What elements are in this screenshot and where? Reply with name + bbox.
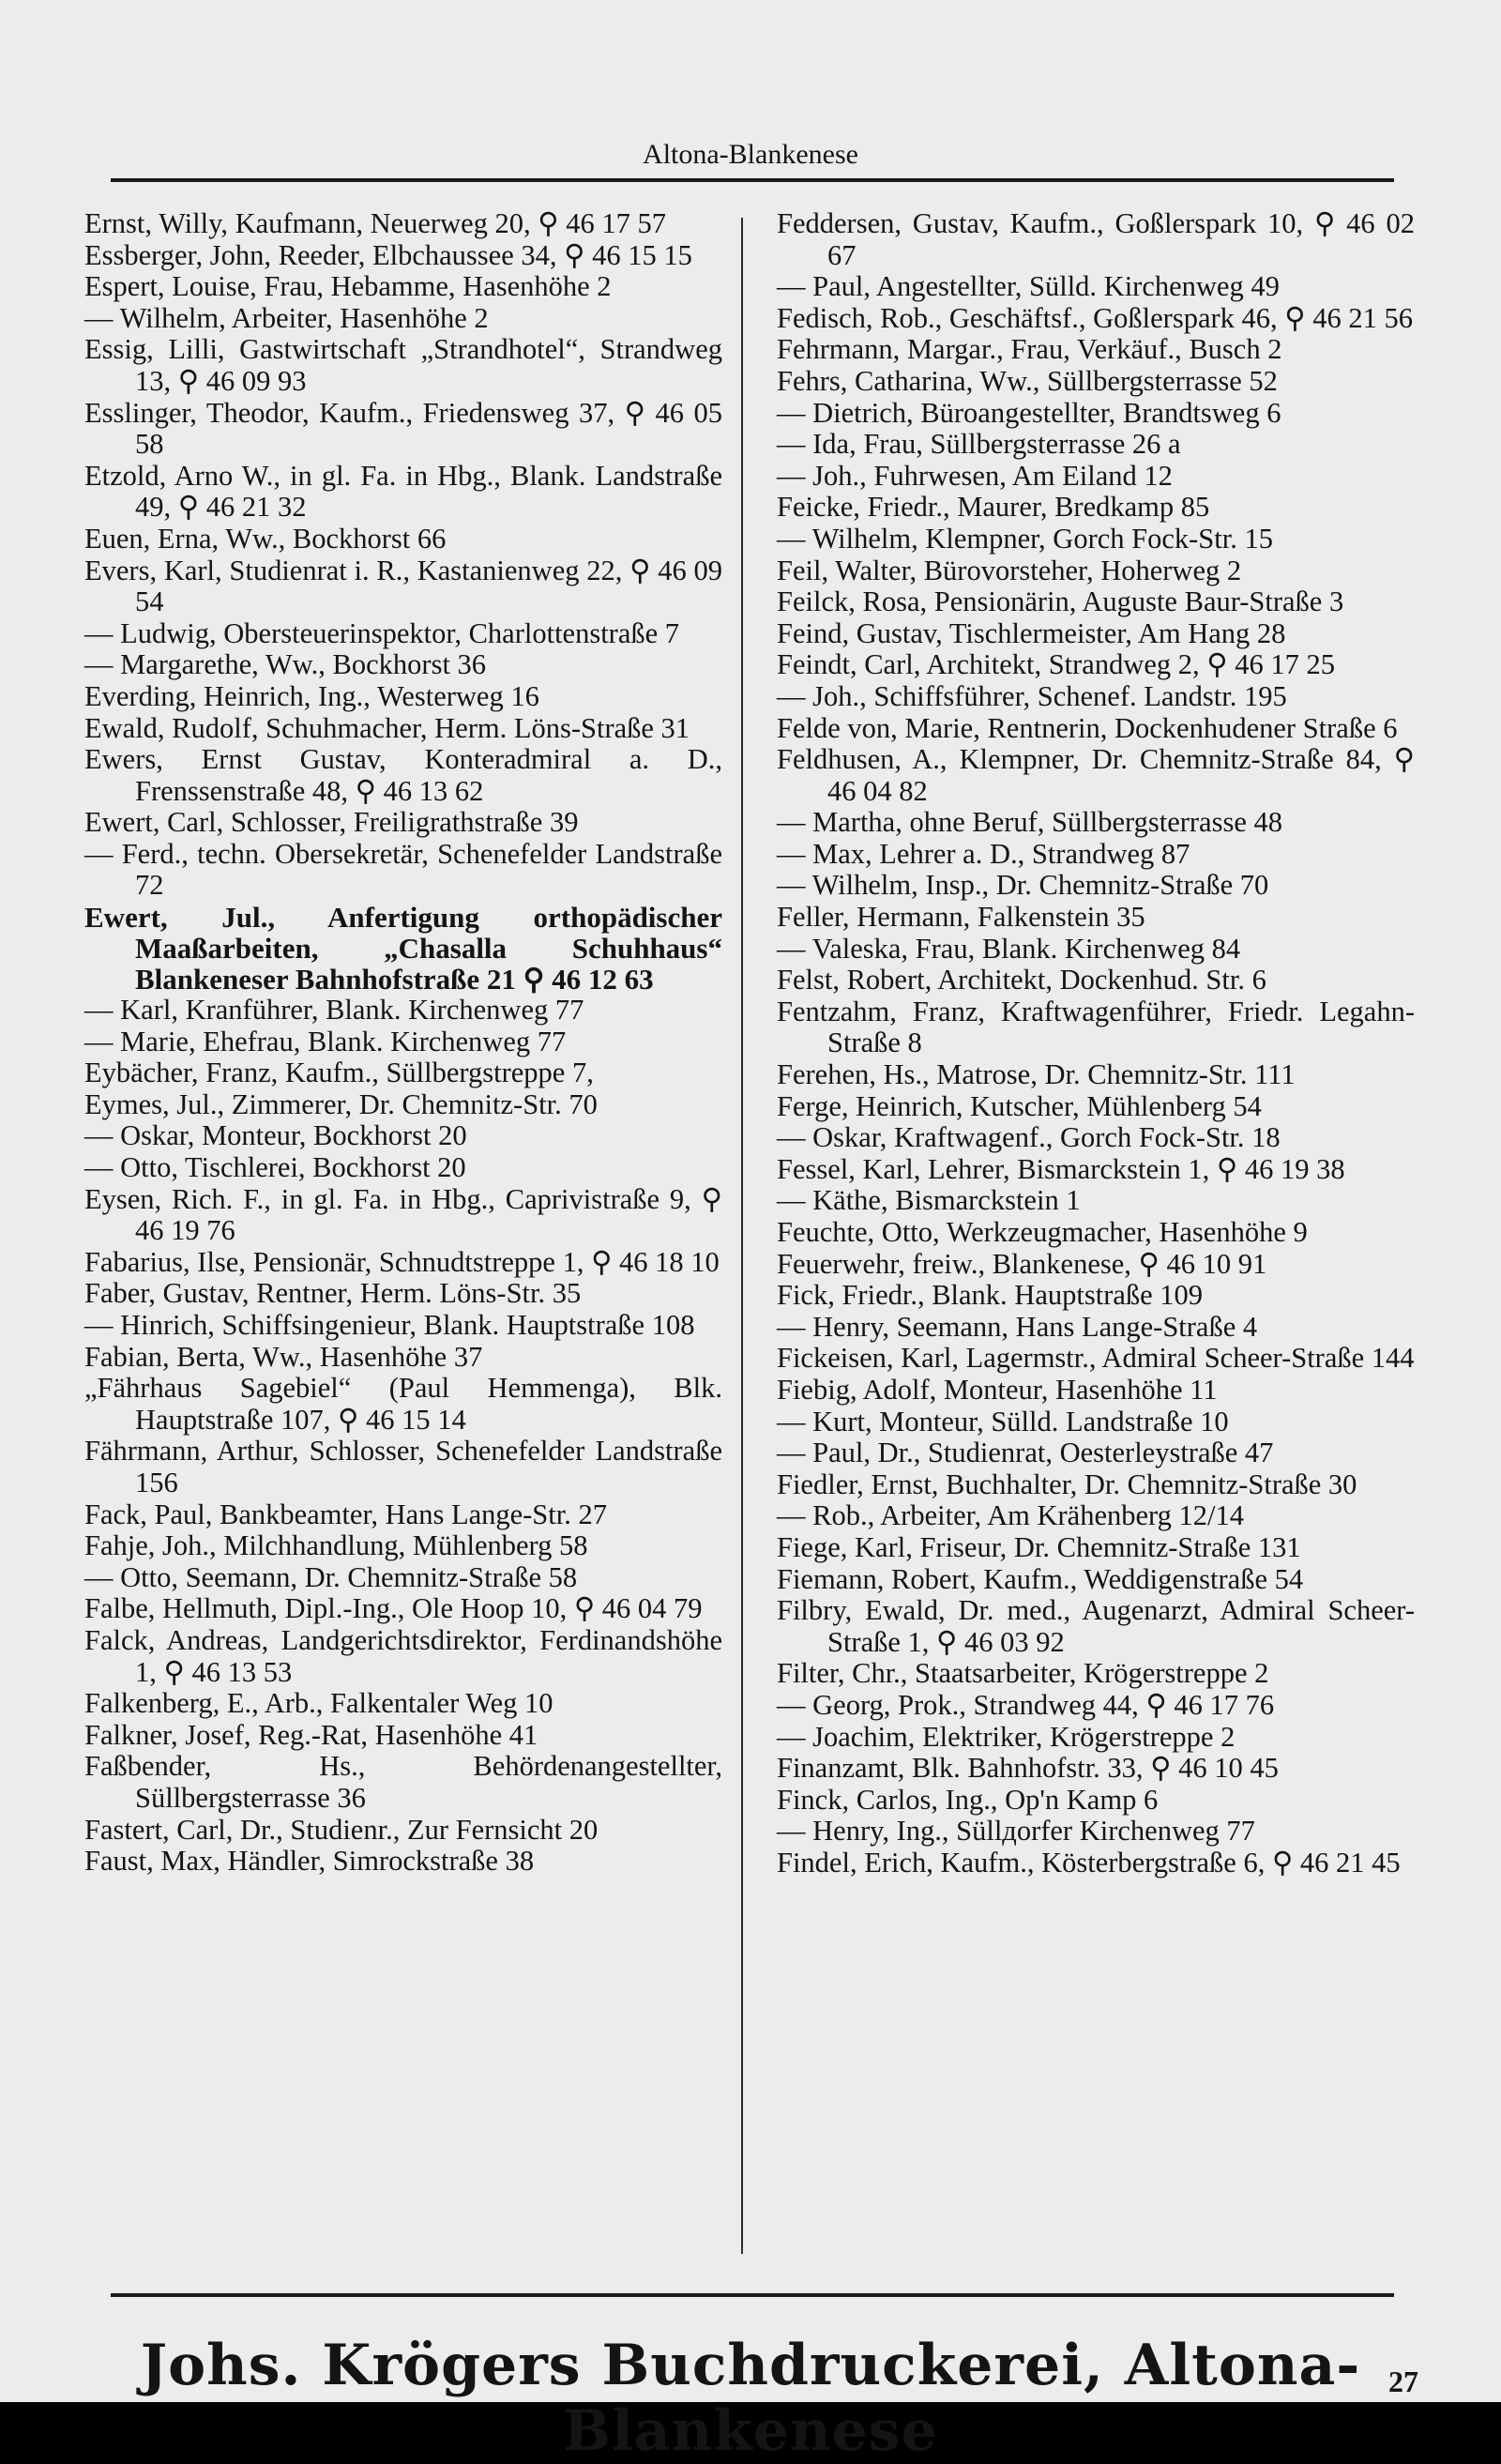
directory-entry: Felde von, Marie, Rentnerin, Dockenhudener Straße 6 [777,711,1398,744]
directory-entry: Fessel, Karl, Lehrer, Bismarckstein 1, ⚲ 46 19 38 [777,1152,1345,1185]
directory-entry: Evers, Karl, Studienrat i. R., Kastanienweg 22, ⚲ 46 09 54 [84,554,722,618]
directory-entry: — Georg, Prok., Strandweg 44, ⚲ 46 17 76 [777,1688,1275,1721]
directory-entry: Filter, Chr., Staatsarbeiter, Krögerstreppe 2 [777,1657,1269,1690]
directory-entry: — Wilhelm, Insp., Dr. Chemnitz-Straße 70 [777,869,1269,902]
directory-entry: Fiedler, Ernst, Buchhalter, Dr. Chemnitz-Straße 30 [777,1468,1357,1500]
directory-entry: Ferge, Heinrich, Kutscher, Mühlenberg 54 [777,1089,1262,1122]
directory-entry: Fiege, Karl, Friseur, Dr. Chemnitz-Straße 131 [777,1530,1301,1563]
directory-entry: — Max, Lehrer a. D., Strandweg 87 [777,837,1190,870]
directory-entry: Ewers, Ernst Gustav, Konteradmiral a. D., Frenssenstraße 48, ⚲ 46 13 62 [84,743,722,807]
directory-entry: Ewert, Jul., Anfertigung orthopädischer Maaßarbeiten, „Chasalla Schuhhaus“ Blankeneser Bahnhofstraße 21 ⚲ 46 12 63 [84,901,722,996]
directory-entry: Eymes, Jul., Zimmerer, Dr. Chemnitz-Str. 70 [84,1088,598,1120]
header-rule [111,178,1394,182]
directory-entry: Fiebig, Adolf, Monteur, Hasenhöhe 11 [777,1373,1218,1406]
directory-entry: Ernst, Willy, Kaufmann, Neuerweg 20, ⚲ 46 17 57 [84,207,666,239]
directory-entry: Eysen, Rich. F., in gl. Fa. in Hbg., Caprivistraße 9, ⚲ 46 19 76 [84,1182,722,1247]
directory-entry: Fastert, Carl, Dr., Studienr., Zur Fernsicht 20 [84,1813,599,1846]
directory-entry: — Oskar, Kraftwagenf., Gorch Fock-Str. 18 [777,1121,1281,1154]
directory-entry: — Paul, Dr., Studienrat, Oesterleystraße 47 [777,1437,1274,1469]
directory-entry: Faust, Max, Händler, Simrockstraße 38 [84,1845,535,1878]
footer-rule [111,2293,1394,2297]
directory-entry: — Joachim, Elektriker, Krögerstreppe 2 [777,1720,1236,1753]
directory-entry: Feind, Gustav, Tischlermeister, Am Hang 28 [777,616,1286,649]
directory-entry: Etzold, Arno W., in gl. Fa. in Hbg., Blank. Landstraße 49, ⚲ 46 21 32 [84,459,722,524]
directory-entry: — Rob., Arbeiter, Am Krähenberg 12/14 [777,1499,1244,1532]
directory-entry: Feindt, Carl, Architekt, Strandweg 2, ⚲ 46 17 25 [777,648,1335,681]
page-number: 27 [1388,2365,1418,2398]
directory-entry: Esslinger, Theodor, Kaufm., Friedensweg 37, ⚲ 46 05 58 [84,396,722,461]
directory-entry: Feddersen, Gustav, Kaufm., Goßlerspark 10, ⚲ 46 02 67 [777,207,1415,271]
directory-entry: Feller, Hermann, Falkenstein 35 [777,901,1145,934]
directory-entry: Ewert, Carl, Schlosser, Freiligrathstraße 39 [84,806,579,839]
directory-entry: — Henry, Seemann, Hans Lange-Straße 4 [777,1310,1258,1343]
directory-entry: — Ferd., techn. Obersekretär, Schenefelder Landstraße 72 [84,837,722,902]
directory-entry: Feuchte, Otto, Werkzeugmacher, Hasenhöhe 9 [777,1216,1308,1248]
directory-entry: — Ida, Frau, Süllbergsterrasse 26 a [777,428,1181,461]
directory-entry: — Joh., Fuhrwesen, Am Eiland 12 [777,459,1173,492]
directory-entry: Essberger, John, Reeder, Elbchaussee 34, ⚲ 46 15 15 [84,238,692,271]
directory-entry: — Wilhelm, Klempner, Gorch Fock-Str. 15 [777,522,1273,555]
directory-entry: Feil, Walter, Bürovorsteher, Hoherweg 2 [777,554,1242,586]
directory-entry: Fentzahm, Franz, Kraftwagenführer, Friedr. Legahn-Straße 8 [777,995,1415,1059]
directory-entry: Finck, Carlos, Ing., Op'n Kamp 6 [777,1783,1159,1816]
directory-entry: — Oskar, Monteur, Bockhorst 20 [84,1119,467,1152]
directory-entry: Findel, Erich, Kaufm., Kösterbergstraße 6, ⚲ 46 21 45 [777,1846,1401,1878]
directory-entry: Fack, Paul, Bankbeamter, Hans Lange-Str. 27 [84,1498,607,1530]
running-head: Altona-Blankenese [643,139,858,170]
directory-entry: Falkenberg, E., Arb., Falkentaler Weg 10 [84,1687,553,1720]
directory-entry: — Valeska, Frau, Blank. Kirchenweg 84 [777,932,1241,965]
directory-entry: Fick, Friedr., Blank. Hauptstraße 109 [777,1279,1204,1312]
directory-entry: Fedisch, Rob., Geschäftsf., Goßlerspark 46, ⚲ 46 21 56 [777,301,1413,334]
directory-entry: Filbry, Ewald, Dr. med., Augenarzt, Admiral Scheer-Straße 1, ⚲ 46 03 92 [777,1594,1415,1658]
column-divider [741,218,743,2254]
directory-entry: — Dietrich, Büroangestellter, Brandtsweg 6 [777,396,1281,429]
directory-entry: „Fährhaus Sagebiel“ (Paul Hemmenga), Blk. Hauptstraße 107, ⚲ 46 15 14 [84,1372,722,1436]
directory-entry: — Henry, Ing., Süllдorfer Kirchenweg 77 [777,1815,1255,1848]
directory-entry: Fahje, Joh., Milchhandlung, Mühlenberg 58 [84,1529,588,1562]
directory-entry: — Käthe, Bismarckstein 1 [777,1184,1081,1217]
directory-entry: — Joh., Schiffsführer, Schenef. Landstr. 195 [777,679,1287,712]
directory-entry: Feuerwehr, freiw., Blankenese, ⚲ 46 10 91 [777,1247,1267,1280]
printer-imprint: Johs. Krögers Buchdruckerei, Altona-Blankenese [140,2333,1361,2464]
directory-entry: — Hinrich, Schiffsingenieur, Blank. Hauptstraße 108 [84,1309,695,1341]
directory-entry: Fiemann, Robert, Kaufm., Weddigenstraße 54 [777,1562,1304,1595]
directory-entry: — Margarethe, Ww., Bockhorst 36 [84,648,487,681]
directory-entry: Fabian, Berta, Ww., Hasenhöhe 37 [84,1340,483,1373]
directory-entry: Ewald, Rudolf, Schuhmacher, Herm. Löns-Straße 31 [84,711,690,744]
directory-entry: Felst, Robert, Architekt, Dockenhud. Str. 6 [777,964,1266,996]
directory-entry: — Martha, ohne Beruf, Süllbergsterrasse 48 [777,806,1282,839]
directory-entry: Everding, Heinrich, Ing., Westerweg 16 [84,679,539,712]
directory-entry: Falbe, Hellmuth, Dipl.-Ing., Ole Hoop 10, ⚲ 46 04 79 [84,1592,703,1625]
right-column [777,208,1415,1878]
directory-entry: — Otto, Seemann, Dr. Chemnitz-Straße 58 [84,1560,578,1593]
left-column [84,208,722,1878]
directory-entry: Falck, Andreas, Landgerichtsdirektor, Ferdinandshöhe 1, ⚲ 46 13 53 [84,1623,722,1688]
directory-entry: Euen, Erna, Ww., Bockhorst 66 [84,522,447,555]
directory-entry: Fehrs, Catharina, Ww., Süllbergsterrasse 52 [777,364,1278,397]
directory-entry: Ferehen, Hs., Matrose, Dr. Chemnitz-Str. 111 [777,1058,1296,1091]
directory-entry: Falkner, Josef, Reg.-Rat, Hasenhöhe 41 [84,1718,538,1751]
directory-entry: Feldhusen, A., Klempner, Dr. Chemnitz-Straße 84, ⚲ 46 04 82 [777,743,1415,807]
directory-entry: Eybächer, Franz, Kaufm., Süllbergstreppe 7, [84,1057,594,1089]
directory-entry: Finanzamt, Blk. Bahnhofstr. 33, ⚲ 46 10 45 [777,1752,1279,1785]
directory-entry: — Marie, Ehefrau, Blank. Kirchenweg 77 [84,1025,567,1057]
directory-entry: — Wilhelm, Arbeiter, Hasenhöhe 2 [84,301,489,334]
directory-entry: Fickeisen, Karl, Lagermstr., Admiral Scheer-Straße 144 [777,1342,1415,1375]
directory-entry: — Otto, Tischlerei, Bockhorst 20 [84,1151,466,1184]
directory-entry: Espert, Louise, Frau, Hebamme, Hasenhöhe 2 [84,270,612,303]
directory-entry: Fabarius, Ilse, Pensionär, Schnudtstreppe 1, ⚲ 46 18 10 [84,1245,720,1278]
directory-entry: Fährmann, Arthur, Schlosser, Schenefelder Landstraße 156 [84,1435,722,1498]
directory-entry: Faßbender, Hs., Behördenangestellter, Süllbergsterrasse 36 [84,1750,722,1814]
directory-entry: Essig, Lilli, Gastwirtschaft „Strandhotel“, Strandweg 13, ⚲ 46 09 93 [84,333,722,397]
directory-entry: — Kurt, Monteur, Sülld. Landstraße 10 [777,1405,1229,1437]
directory-entry: Faber, Gustav, Rentner, Herm. Löns-Str. 35 [84,1277,582,1310]
directory-entry: Fehrmann, Margar., Frau, Verkäuf., Busch 2 [777,333,1282,366]
directory-entry: Feilck, Rosa, Pensionärin, Auguste Baur-Straße 3 [777,586,1344,618]
directory-entry: — Ludwig, Obersteuerinspektor, Charlottenstraße 7 [84,616,680,649]
directory-entry: Feicke, Friedr., Maurer, Bredkamp 85 [777,491,1210,524]
directory-entry: — Karl, Kranführer, Blank. Kirchenweg 77 [84,994,584,1027]
directory-entry: — Paul, Angestellter, Sülld. Kirchenweg 49 [777,270,1280,303]
